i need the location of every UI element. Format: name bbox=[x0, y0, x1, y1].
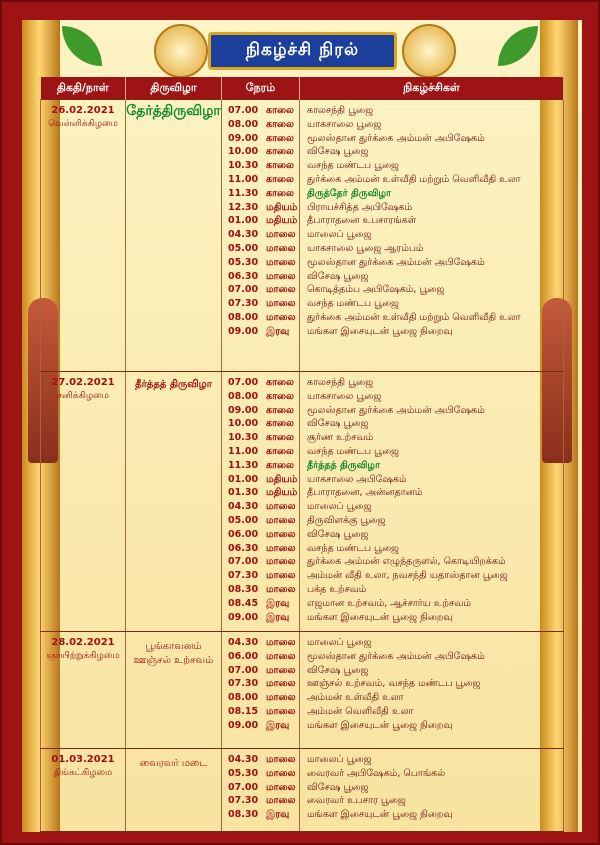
time-entry bbox=[228, 500, 299, 514]
time-value: 11.00 bbox=[228, 445, 259, 457]
time-period: மாலை bbox=[266, 692, 296, 704]
time-period: காலை bbox=[266, 105, 294, 116]
event-entry: விசேஷ பூஜை bbox=[307, 664, 369, 676]
time-period: காலை bbox=[266, 432, 294, 444]
day-row bbox=[41, 632, 564, 749]
time-entry bbox=[228, 404, 299, 418]
time-entry bbox=[228, 569, 299, 583]
time-entry bbox=[228, 486, 299, 500]
time-entry bbox=[228, 256, 299, 270]
event-entry: துர்க்கை அம்மன் எழுந்தருளல், கொடியிறக்கம் bbox=[307, 556, 506, 568]
event-entry: பக்த உற்சவம் bbox=[307, 583, 367, 595]
time-value: 10.00 bbox=[228, 418, 259, 430]
time-entry bbox=[228, 242, 299, 256]
festival-name: தீர்த்தத் திருவிழா bbox=[135, 379, 212, 390]
time-entry bbox=[228, 187, 299, 201]
festival-subtitle: ஊஞ்சல் உற்சவம் bbox=[133, 655, 214, 666]
time-entry bbox=[228, 270, 299, 284]
time-entry bbox=[228, 104, 299, 118]
time-entry bbox=[228, 753, 299, 767]
time-value: 11.00 bbox=[228, 173, 259, 185]
event-entry: மூலஸ்தான துர்க்கை அம்மன் அபிஷேகம் bbox=[307, 256, 485, 268]
event-entry: காலசந்தி பூஜை bbox=[307, 377, 374, 388]
festival-cell bbox=[126, 749, 222, 832]
time-value: 06.00 bbox=[228, 528, 259, 540]
time-value: 09.00 bbox=[228, 719, 259, 731]
time-period: மாலை bbox=[266, 542, 296, 554]
event-entry: தீர்த்தத் திருவிழா bbox=[307, 459, 381, 471]
time-entry bbox=[228, 650, 299, 664]
time-entry bbox=[228, 325, 299, 339]
time-value: 08.00 bbox=[228, 390, 259, 402]
event-entry: பிராயச்சித்த அபிஷேகம் bbox=[307, 201, 413, 213]
time-entry bbox=[228, 664, 299, 678]
time-entry bbox=[228, 431, 299, 445]
time-entry bbox=[228, 705, 299, 719]
time-period: மாலை bbox=[266, 637, 296, 648]
time-value: 06.00 bbox=[228, 650, 259, 662]
time-period: மதியம் bbox=[266, 487, 298, 499]
event-entry: மூலஸ்தான துர்க்கை அம்மன் அபிஷேகம் bbox=[307, 404, 485, 416]
event-entry: யாகசாலை பூஜை ஆரம்பம் bbox=[307, 242, 424, 254]
time-entry bbox=[228, 473, 299, 487]
event-entry: மங்கள இசையுடன் பூஜை நிறைவு bbox=[307, 809, 453, 821]
event-entry: விசேஷ பூஜை bbox=[307, 528, 369, 540]
time-period: காலை bbox=[266, 445, 294, 457]
time-period: மாலை bbox=[266, 664, 296, 676]
time-entry bbox=[228, 542, 299, 556]
time-entry bbox=[228, 283, 299, 297]
time-entry bbox=[228, 677, 299, 691]
weekday: ஞாயிற்றுக்கிழமை bbox=[46, 651, 120, 661]
time-value: 09.00 bbox=[228, 611, 259, 623]
time-entry bbox=[228, 583, 299, 597]
time-value: 10.30 bbox=[228, 160, 259, 172]
time-value: 05.30 bbox=[228, 256, 259, 268]
time-value: 06.30 bbox=[228, 270, 259, 282]
festival-cell bbox=[126, 100, 222, 372]
time-period: மாலை bbox=[266, 678, 296, 690]
event-entry: விசேஷ பூஜை bbox=[307, 781, 369, 793]
time-value: 04.30 bbox=[228, 637, 259, 648]
festival-cell bbox=[126, 372, 222, 632]
time-entry bbox=[228, 417, 299, 431]
time-entry bbox=[228, 767, 299, 781]
event-entry: யாகசாலை பூஜை bbox=[307, 118, 382, 130]
date: 26.02.2021 bbox=[51, 105, 115, 116]
time-value: 07.00 bbox=[228, 284, 259, 296]
time-period: மாலை bbox=[266, 583, 296, 595]
day-row bbox=[41, 100, 564, 372]
festival-name: பூங்காவனம் bbox=[145, 641, 202, 652]
time-period: மாலை bbox=[266, 556, 296, 568]
time-entry bbox=[228, 528, 299, 542]
time-entry bbox=[228, 691, 299, 705]
schedule-body bbox=[41, 100, 564, 832]
date-cell bbox=[41, 632, 126, 749]
table-header-row bbox=[41, 77, 564, 100]
time-period: காலை bbox=[266, 404, 294, 416]
time-value: 12.30 bbox=[228, 201, 259, 213]
festival-cell bbox=[126, 632, 222, 749]
event-entry: துர்க்கை அம்மன் உள்வீதி மற்றும் வெளிவீதி உலா bbox=[307, 173, 521, 185]
header-events: நிகழ்ச்சிகள் bbox=[300, 77, 564, 100]
time-period: காலை bbox=[266, 459, 294, 471]
event-entry: யாகசாலை அபிஷேகம் bbox=[307, 473, 407, 485]
time-entry bbox=[228, 445, 299, 459]
time-value: 11.30 bbox=[228, 459, 259, 471]
time-entry bbox=[228, 214, 299, 228]
event-entry: வைரவர் உபசார பூஜை bbox=[307, 795, 406, 807]
time-period: இரவு bbox=[266, 719, 290, 731]
time-entry bbox=[228, 459, 299, 473]
event-entry: துர்க்கை அம்மன் உள்வீதி மற்றும் வெளிவீதி உலா bbox=[307, 311, 521, 323]
event-entry: எஜமான உற்சவம், ஆச்சார்ய உற்சவம் bbox=[307, 597, 472, 609]
time-value: 08.00 bbox=[228, 118, 259, 130]
events-cell bbox=[300, 749, 564, 832]
event-entry: மூலஸ்தான துர்க்கை அம்மன் அபிஷேகம் bbox=[307, 650, 485, 662]
event-entry: மாலைப் பூஜை bbox=[307, 754, 372, 765]
time-cell bbox=[222, 749, 300, 832]
time-value: 01.00 bbox=[228, 473, 259, 485]
time-period: காலை bbox=[266, 173, 294, 185]
time-period: மாலை bbox=[266, 795, 296, 807]
event-entry: அம்மன் வீதி உலா, நவசந்தி யதாஸ்தான பூஜை bbox=[307, 570, 508, 582]
time-period: மாலை bbox=[266, 650, 296, 662]
event-entry: வசந்த மண்டப பூஜை bbox=[307, 298, 399, 310]
time-value: 01.30 bbox=[228, 487, 259, 499]
event-entry: மாலைப் பூஜை bbox=[307, 229, 372, 241]
time-period: மாலை bbox=[266, 528, 296, 540]
time-value: 07.00 bbox=[228, 664, 259, 676]
header-date: திகதி/நாள் bbox=[41, 77, 126, 100]
time-value: 10.00 bbox=[228, 146, 259, 158]
time-entry bbox=[228, 228, 299, 242]
time-period: மாலை bbox=[266, 754, 296, 765]
event-entry: ஊஞ்சல் உற்சவம், வசந்த மண்டப பூஜை bbox=[307, 678, 481, 690]
time-value: 08.15 bbox=[228, 705, 259, 717]
time-value: 09.00 bbox=[228, 132, 259, 144]
event-entry: வசந்த மண்டப பூஜை bbox=[307, 445, 399, 457]
time-entry bbox=[228, 132, 299, 146]
time-period: மாலை bbox=[266, 570, 296, 582]
time-period: காலை bbox=[266, 187, 294, 199]
time-entry bbox=[228, 794, 299, 808]
time-period: மாலை bbox=[266, 270, 296, 282]
time-period: காலை bbox=[266, 377, 294, 388]
time-period: காலை bbox=[266, 118, 294, 130]
time-entry bbox=[228, 297, 299, 311]
time-period: மாலை bbox=[266, 256, 296, 268]
weekday: திங்கட்கிழமை bbox=[53, 768, 113, 778]
date-cell bbox=[41, 749, 126, 832]
time-period: மாலை bbox=[266, 284, 296, 296]
time-value: 04.30 bbox=[228, 501, 259, 513]
day-row bbox=[41, 749, 564, 832]
time-value: 07.00 bbox=[228, 105, 259, 116]
event-entry: காலசந்தி பூஜை bbox=[307, 105, 374, 116]
time-period: காலை bbox=[266, 146, 294, 158]
time-entry bbox=[228, 376, 299, 390]
time-value: 10.30 bbox=[228, 432, 259, 444]
time-value: 07.30 bbox=[228, 298, 259, 310]
time-entry bbox=[228, 514, 299, 528]
event-entry: மாலைப் பூஜை bbox=[307, 501, 372, 513]
time-cell bbox=[222, 372, 300, 632]
time-entry bbox=[228, 145, 299, 159]
date: 27.02.2021 bbox=[51, 377, 115, 388]
time-value: 07.30 bbox=[228, 678, 259, 690]
time-period: மாலை bbox=[266, 767, 296, 779]
event-entry: யாகசாலை பூஜை bbox=[307, 390, 382, 402]
time-value: 04.30 bbox=[228, 754, 259, 765]
time-value: 04.30 bbox=[228, 229, 259, 241]
page-title: நிகழ்ச்சி நிரல் bbox=[245, 40, 360, 60]
festival-name: தேர்த்திருவிழா bbox=[126, 103, 221, 119]
left-lamp-icon bbox=[154, 24, 208, 78]
time-period: மாலை bbox=[266, 229, 296, 241]
time-value: 05.00 bbox=[228, 242, 259, 254]
time-value: 08.45 bbox=[228, 597, 259, 609]
event-entry: விசேஷ பூஜை bbox=[307, 270, 369, 282]
time-value: 08.00 bbox=[228, 311, 259, 323]
time-entry bbox=[228, 173, 299, 187]
time-period: காலை bbox=[266, 418, 294, 430]
time-entry bbox=[228, 159, 299, 173]
event-entry: தீபாராதனை, அன்னதானம் bbox=[307, 487, 423, 499]
header-festival: திருவிழா bbox=[126, 77, 222, 100]
time-value: 06.30 bbox=[228, 542, 259, 554]
event-entry: சூர்ண உற்சவம் bbox=[307, 432, 374, 444]
events-cell bbox=[300, 100, 564, 372]
time-entry bbox=[228, 597, 299, 611]
time-entry bbox=[228, 611, 299, 625]
event-entry: தீபாராதனை உபசாரங்கள் bbox=[307, 215, 417, 227]
time-period: காலை bbox=[266, 390, 294, 402]
right-lamp-icon bbox=[402, 24, 456, 78]
time-entry bbox=[228, 311, 299, 325]
time-value: 07.00 bbox=[228, 781, 259, 793]
time-cell bbox=[222, 100, 300, 372]
time-value: 05.00 bbox=[228, 514, 259, 526]
event-entry: வசந்த மண்டப பூஜை bbox=[307, 542, 399, 554]
event-entry: விசேஷ பூஜை bbox=[307, 146, 369, 158]
time-period: மாலை bbox=[266, 781, 296, 793]
events-cell bbox=[300, 372, 564, 632]
date: 01.03.2021 bbox=[51, 754, 115, 765]
time-entry bbox=[228, 808, 299, 822]
title-banner bbox=[208, 32, 397, 70]
time-value: 07.00 bbox=[228, 377, 259, 388]
date-cell bbox=[41, 100, 126, 372]
time-period: மாலை bbox=[266, 242, 296, 254]
time-period: காலை bbox=[266, 160, 294, 172]
time-value: 07.30 bbox=[228, 795, 259, 807]
event-entry: அம்மன் உள்வீதி உலா bbox=[307, 692, 404, 704]
time-value: 07.30 bbox=[228, 570, 259, 582]
time-entry bbox=[228, 781, 299, 795]
time-period: மாலை bbox=[266, 311, 296, 323]
header-time: நேரம் bbox=[222, 77, 300, 100]
event-entry: திருவிளக்கு பூஜை bbox=[307, 514, 386, 526]
time-value: 08.30 bbox=[228, 809, 259, 821]
event-entry: விசேஷ பூஜை bbox=[307, 418, 369, 430]
day-row bbox=[41, 372, 564, 632]
time-value: 08.30 bbox=[228, 583, 259, 595]
time-period: இரவு bbox=[266, 809, 290, 821]
event-entry: அம்மன் வெளிவீதி உலா bbox=[307, 705, 414, 717]
time-period: மதியம் bbox=[266, 201, 298, 213]
time-period: மாலை bbox=[266, 501, 296, 513]
time-entry bbox=[228, 719, 299, 733]
time-value: 11.30 bbox=[228, 187, 259, 199]
time-value: 05.30 bbox=[228, 767, 259, 779]
time-cell bbox=[222, 632, 300, 749]
weekday: வெள்ளிக்கிழமை bbox=[48, 119, 118, 129]
time-entry bbox=[228, 201, 299, 215]
time-entry bbox=[228, 555, 299, 569]
weekday: சனிக்கிழமை bbox=[57, 391, 109, 401]
time-period: இரவு bbox=[266, 597, 290, 609]
time-entry bbox=[228, 636, 299, 650]
event-entry: கொடித்தம்ப அபிஷேகம், பூஜை bbox=[307, 284, 445, 296]
time-value: 07.00 bbox=[228, 556, 259, 568]
time-period: மாலை bbox=[266, 514, 296, 526]
time-value: 09.00 bbox=[228, 325, 259, 337]
time-period: மாலை bbox=[266, 705, 296, 717]
date-cell bbox=[41, 372, 126, 632]
event-entry: மங்கள இசையுடன் பூஜை நிறைவு bbox=[307, 611, 453, 623]
date: 28.02.2021 bbox=[51, 637, 115, 648]
event-entry: வைரவர் அபிஷேகம், பொங்கல் bbox=[307, 767, 446, 779]
time-value: 09.00 bbox=[228, 404, 259, 416]
event-entry: மங்கள இசையுடன் பூஜை நிறைவு bbox=[307, 325, 453, 337]
events-cell bbox=[300, 632, 564, 749]
time-period: மாலை bbox=[266, 298, 296, 310]
festival-name: வைரவர் மடை bbox=[139, 758, 208, 769]
time-entry bbox=[228, 118, 299, 132]
time-period: காலை bbox=[266, 132, 294, 144]
time-entry bbox=[228, 390, 299, 404]
time-period: இரவு bbox=[266, 325, 290, 337]
time-period: மதியம் bbox=[266, 215, 298, 227]
event-entry: மாலைப் பூஜை bbox=[307, 637, 372, 648]
time-value: 08.00 bbox=[228, 692, 259, 704]
time-period: மதியம் bbox=[266, 473, 298, 485]
time-value: 01.00 bbox=[228, 215, 259, 227]
event-entry: மங்கள இசையுடன் பூஜை நிறைவு bbox=[307, 719, 453, 731]
event-entry: திருத்தேர் திருவிழா bbox=[307, 187, 391, 199]
event-entry: வசந்த மண்டப பூஜை bbox=[307, 160, 399, 172]
time-period: இரவு bbox=[266, 611, 290, 623]
event-entry: மூலஸ்தான துர்க்கை அம்மன் அபிஷேகம் bbox=[307, 132, 485, 144]
schedule-table bbox=[40, 77, 564, 832]
